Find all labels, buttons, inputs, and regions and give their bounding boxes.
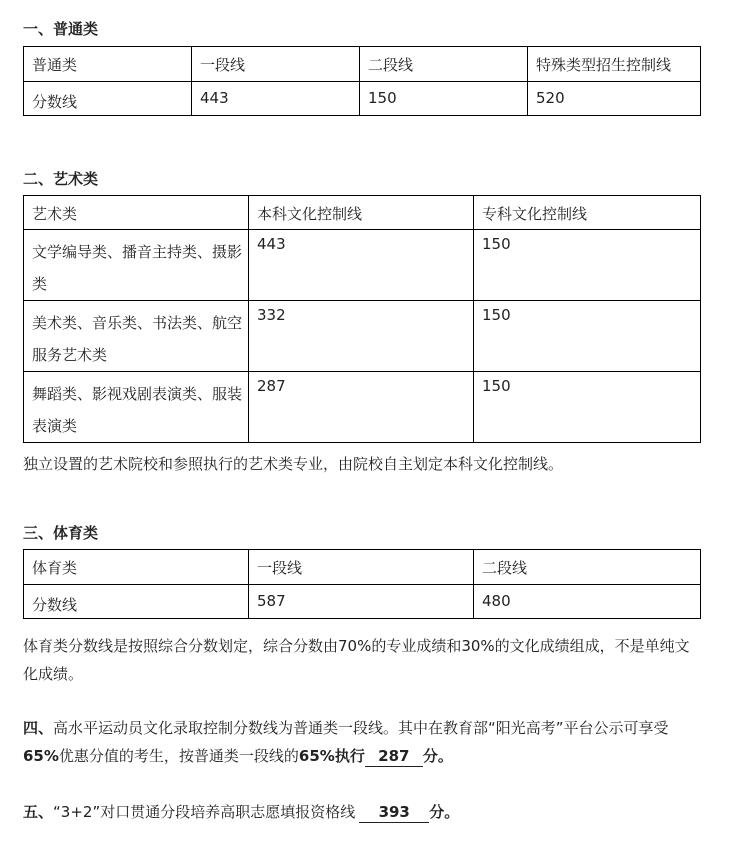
table-header-cell: 艺术类	[24, 196, 249, 230]
table-row	[24, 301, 701, 372]
table-header-row	[24, 196, 701, 230]
art-category-text: 文学编导类、播音主持类、摄影类	[32, 243, 243, 293]
athlete-score-blank: 287	[365, 746, 423, 767]
art-category-cell	[24, 230, 249, 301]
table-header-row	[24, 550, 701, 585]
section-heading-art: 二、艺术类	[23, 170, 99, 188]
vocational-paragraph	[23, 798, 703, 826]
table-header-cell: 二段线	[474, 550, 701, 585]
score-cell: 150	[360, 82, 528, 116]
score-cell: 480	[474, 585, 701, 619]
art-category-cell	[24, 372, 249, 443]
table-header-cell: 体育类	[24, 550, 249, 585]
score-cell: 443	[249, 230, 474, 301]
section-number: 五、	[23, 803, 54, 821]
table-row	[24, 230, 701, 301]
sports-score-table	[23, 549, 701, 619]
score-cell: 150	[474, 372, 701, 443]
table-header-cell: 普通类	[24, 47, 192, 82]
table-header-cell: 一段线	[192, 47, 360, 82]
row-label-cell: 分数线	[24, 82, 192, 116]
table-row	[24, 372, 701, 443]
paragraph-text: 优惠分值的考生，按普通类一段线的	[58, 747, 299, 765]
score-cell: 332	[249, 301, 474, 372]
table-header-row	[24, 47, 701, 82]
art-score-table	[23, 195, 701, 443]
score-cell: 443	[192, 82, 360, 116]
score-cell: 150	[474, 301, 701, 372]
score-unit: 分。	[422, 747, 453, 765]
sports-note: 体育类分数线是按照综合分数划定，综合分数由70%的专业成绩和30%的文化成绩组成，不是单纯文化成绩。	[23, 637, 690, 683]
score-cell: 287	[249, 372, 474, 443]
score-cell: 150	[474, 230, 701, 301]
paragraph-text: “3+2”对口贯通分段培养高职志愿填报资格线	[53, 803, 356, 821]
execution-percent: 65%执行	[298, 747, 365, 765]
section-heading-regular: 一、普通类	[23, 20, 99, 38]
athlete-paragraph	[23, 714, 703, 770]
paragraph-text: 高水平运动员文化录取控制分数线为普通类一段线。其中在教育部“阳光高考”平台公示可享受	[53, 719, 669, 737]
score-cell: 520	[528, 82, 701, 116]
table-header-cell: 一段线	[249, 550, 474, 585]
section-heading-sports: 三、体育类	[23, 524, 99, 542]
table-row	[24, 82, 701, 116]
art-category-cell	[24, 301, 249, 372]
row-label-cell: 分数线	[24, 585, 249, 619]
regular-score-table	[23, 46, 701, 116]
art-category-text: 舞蹈类、影视戏剧表演类、服装表演类	[32, 385, 243, 435]
art-note: 独立设置的艺术院校和参照执行的艺术类专业，由院校自主划定本科文化控制线。	[23, 455, 564, 473]
art-category-text: 美术类、音乐类、书法类、航空服务艺术类	[32, 314, 243, 364]
table-row	[24, 585, 701, 619]
vocational-score-blank: 393	[359, 802, 429, 823]
section-number: 四、	[23, 719, 54, 737]
score-unit: 分。	[429, 803, 460, 821]
table-header-cell: 特殊类型招生控制线	[528, 47, 701, 82]
score-cell: 587	[249, 585, 474, 619]
table-header-cell: 专科文化控制线	[474, 196, 701, 230]
discount-percent: 65%	[23, 747, 59, 765]
table-header-cell: 二段线	[360, 47, 528, 82]
table-header-cell: 本科文化控制线	[249, 196, 474, 230]
